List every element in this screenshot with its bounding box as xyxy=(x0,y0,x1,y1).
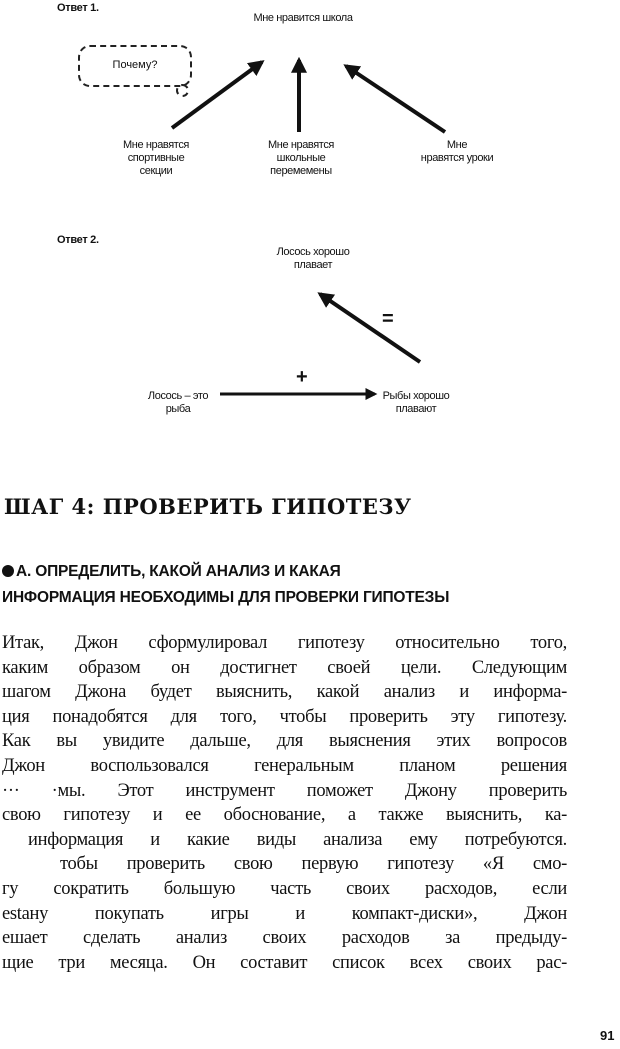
left-node-line: секции xyxy=(139,165,173,177)
diagram2-left-node xyxy=(148,390,208,416)
center-node-line: перемемены xyxy=(270,165,332,177)
left-node-line: Лосось – это xyxy=(147,390,209,402)
top-node-line: плавает xyxy=(293,259,333,271)
subheading-line-2: ИНФОРМАЦИЯ НЕОБХОДИМЫ ДЛЯ ПРОВЕРКИ ГИПОТЕЗЫ xyxy=(2,589,450,606)
paragraph-line: ешает сделать анализ своих расходов за предыду- xyxy=(2,928,567,949)
diagram1-left-node xyxy=(123,139,189,178)
diagram2-right-node xyxy=(383,390,450,416)
paragraph-line: щие три месяца. Он составит список всех своих рас- xyxy=(2,952,567,973)
section-subheading xyxy=(2,559,449,611)
paragraph-line: свою гипотезу и ее обоснование, а также выяснить, ка- xyxy=(2,805,567,826)
right-node-line: нравятся уроки xyxy=(420,152,494,164)
arrow-right-to-top xyxy=(346,66,445,132)
paragraph-line: информация и какие виды анализа ему потребуются. xyxy=(28,829,567,850)
equals-sign: = xyxy=(382,308,394,330)
center-node-line: Мне нравятся xyxy=(268,139,334,151)
paragraph-line: шагом Джона будет выяснить, какой анализ и информа- xyxy=(2,682,567,703)
top-node-line: Лосось хорошо xyxy=(276,246,350,258)
answer-1-label: Ответ 1. xyxy=(57,2,99,14)
right-node-line: Мне xyxy=(446,139,468,151)
subheading-line-1 xyxy=(2,559,449,585)
plus-sign: + xyxy=(296,366,308,388)
arrow-left-to-top xyxy=(172,62,262,128)
paragraph-line: Джон воспользовался генеральным планом решения xyxy=(2,755,567,776)
why-bubble-text: Почему? xyxy=(112,59,158,71)
paragraph-line: ция понадобятся для того, чтобы проверить эту гипотезу. xyxy=(2,706,567,727)
paragraph-line: тобы проверить свою первую гипотезу «Я смо- xyxy=(60,854,567,875)
paragraph-line: Как вы увидите дальше, для выяснения этих вопросов xyxy=(2,731,567,752)
right-node-line: плавают xyxy=(395,403,437,415)
body-paragraph xyxy=(2,631,567,975)
bullet-dot-icon xyxy=(2,565,14,577)
diagram1-center-node xyxy=(268,139,334,178)
paragraph-line: каким образом он достигнет своей цели. Следующим xyxy=(2,657,567,678)
paragraph-line: гу сократить большую часть своих расходов, если xyxy=(2,878,567,899)
paragraph-line: estaну покупать игры и компакт-диски», Джон xyxy=(2,903,567,924)
diagram1-right-node xyxy=(421,139,493,165)
paragraph-line: Итак, Джон сформулировал гипотезу относительно того, xyxy=(2,633,567,653)
diagram2-arrows xyxy=(0,270,620,420)
answer-2-label: Ответ 2. xyxy=(57,234,99,246)
page-number: 91 xyxy=(600,1028,615,1043)
subheading-line-1-text: А. ОПРЕДЕЛИТЬ, КАКОЙ АНАЛИЗ И КАКАЯ xyxy=(16,563,341,580)
arrow-right-to-top xyxy=(320,294,420,362)
diagram1-top-node: Мне нравится школа xyxy=(253,12,353,24)
center-node-line: школьные xyxy=(276,152,326,164)
step-heading: ШАГ 4: ПРОВЕРИТЬ ГИПОТЕЗУ xyxy=(4,494,412,519)
diagram2-top-node xyxy=(277,246,350,272)
right-node-line: Рыбы хорошо xyxy=(382,390,450,402)
paragraph-line: ··· ·мы. Этот инструмент поможет Джону проверить xyxy=(2,780,567,801)
left-node-line: спортивные xyxy=(127,152,185,164)
left-node-line: Мне нравятся xyxy=(123,139,189,151)
left-node-line: рыба xyxy=(165,403,191,415)
